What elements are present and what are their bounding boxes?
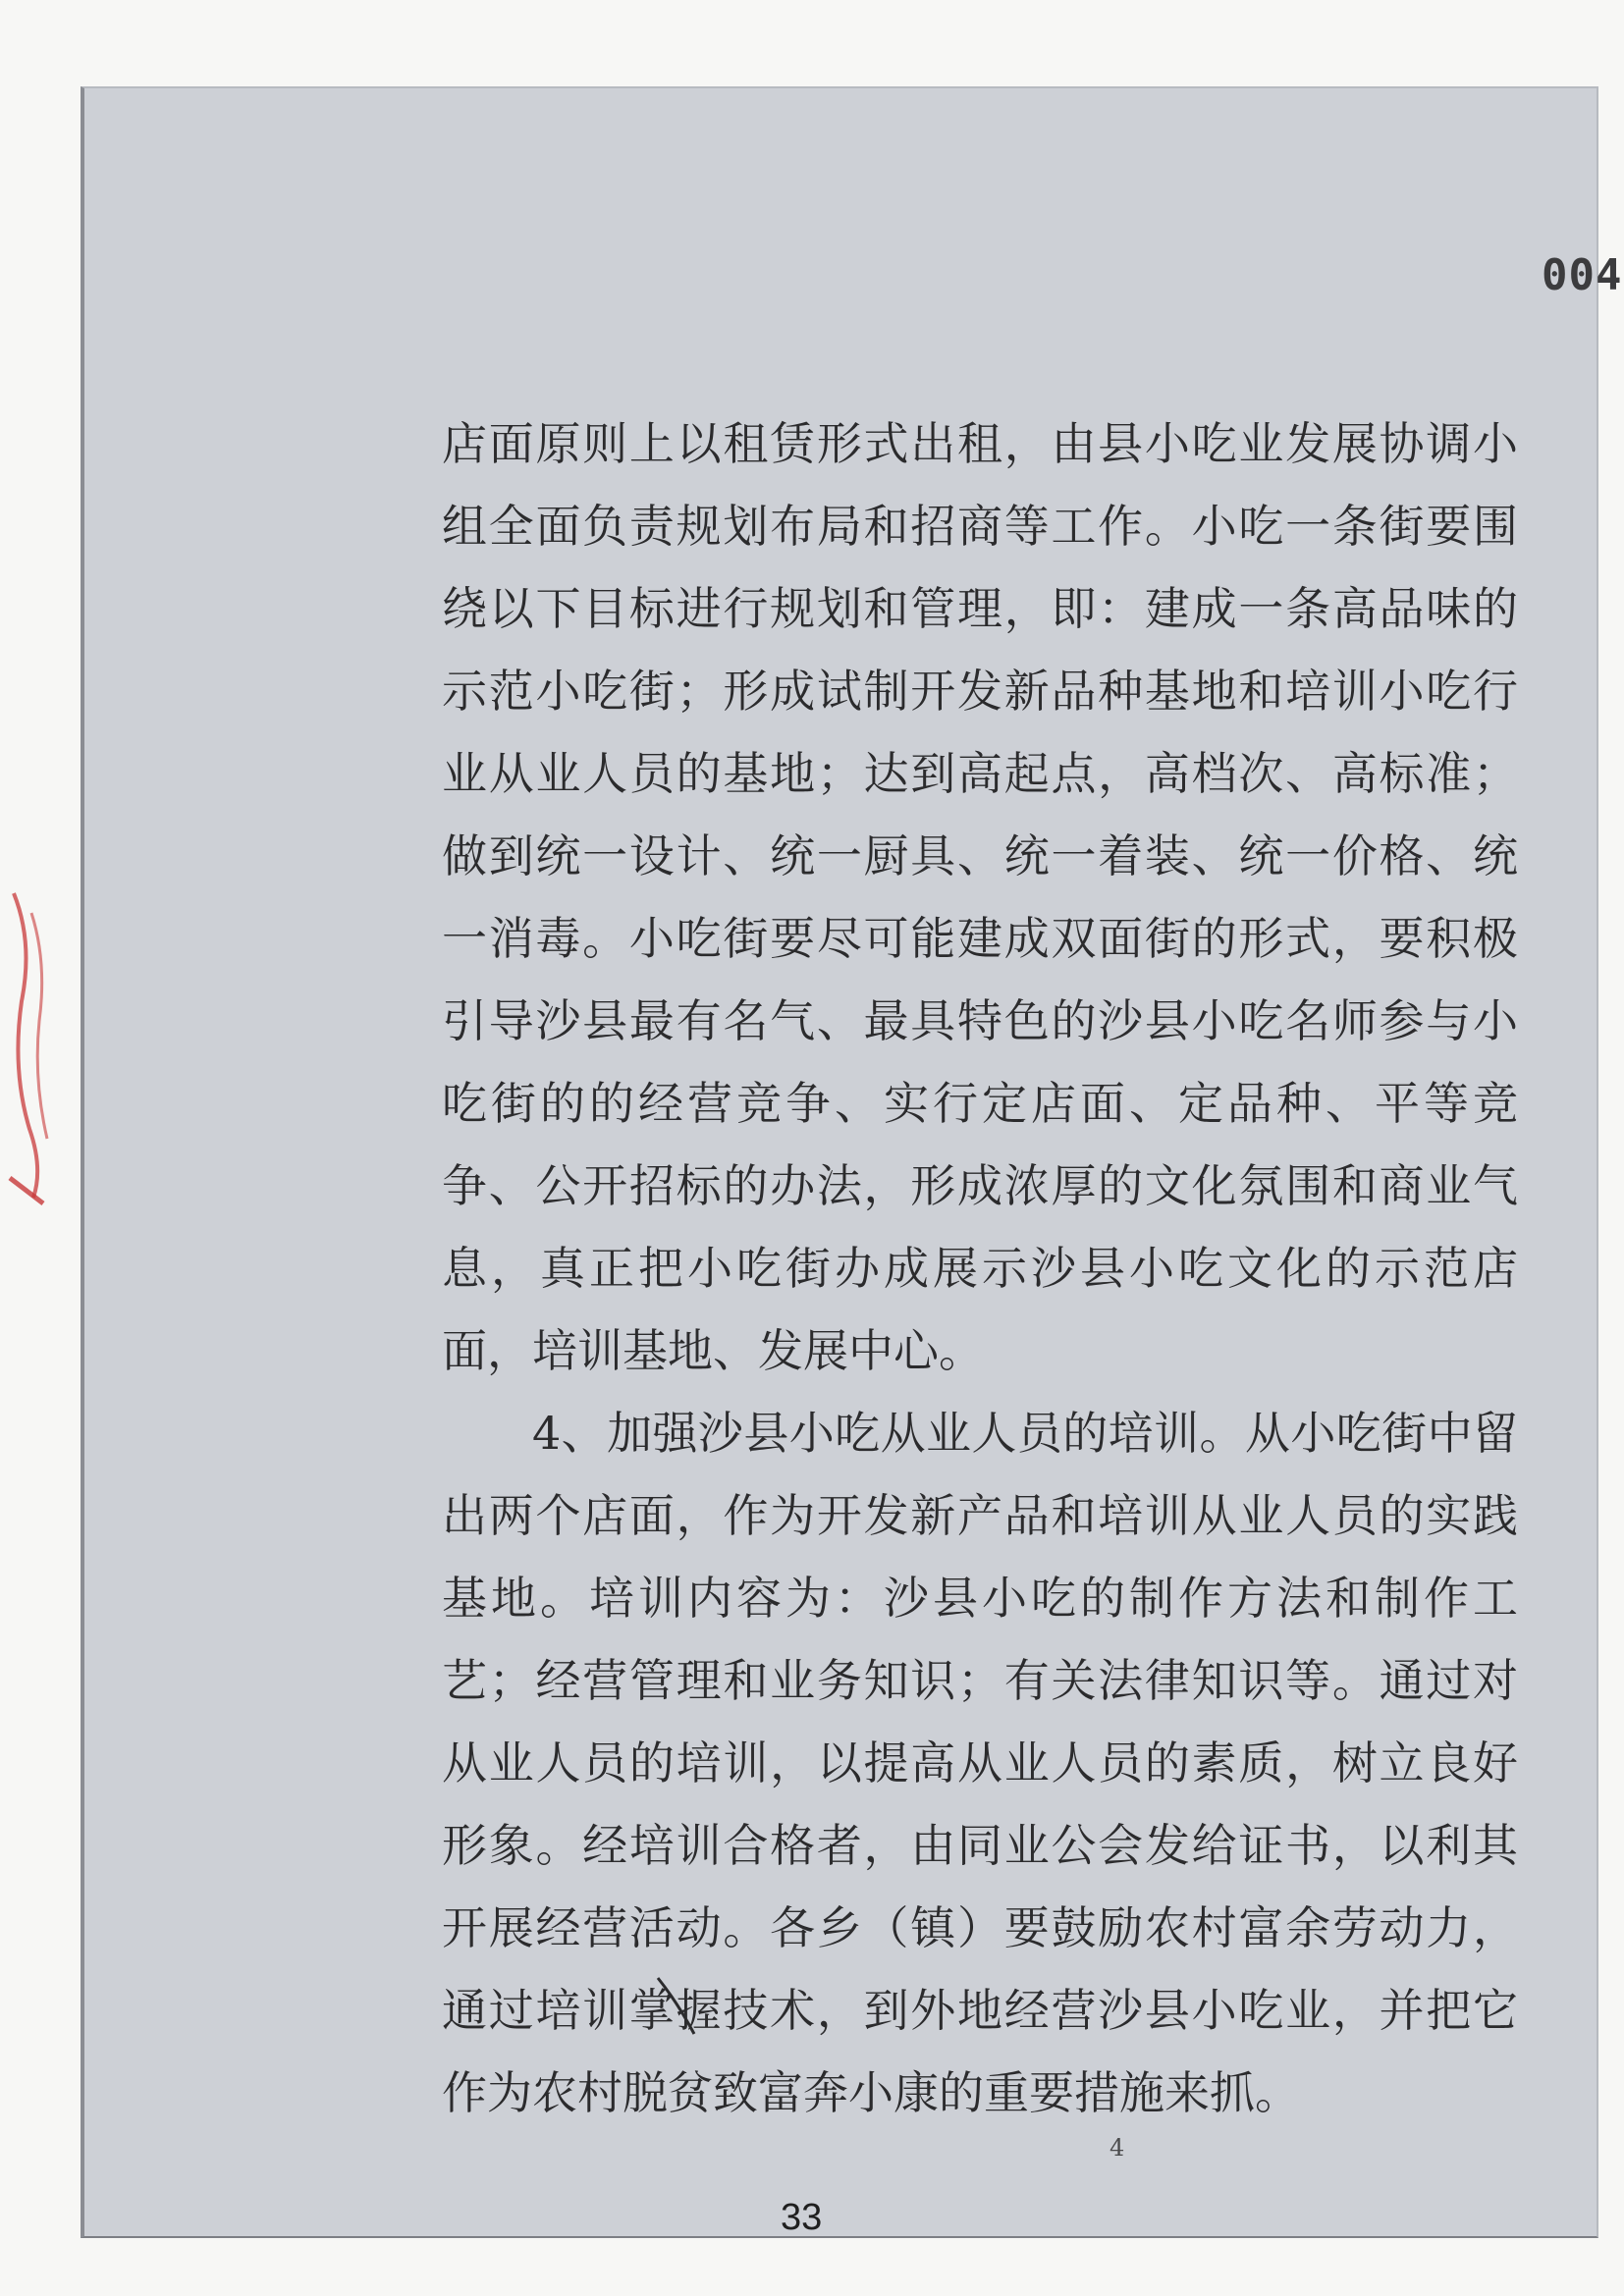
scanned-page: [81, 86, 1623, 2238]
body-text: [442, 402, 1518, 2134]
scan-page-number: 33: [781, 2197, 823, 2238]
folio-number: 4: [1110, 2134, 1125, 2162]
paragraph-2: 4、加强沙县小吃从业人员的培训。从小吃街中留出两个店面，作为开发新产品和培训从业人员的实践基地。培训内容为：沙县小吃的制作方法和制作工艺；经营管理和业务知识；有关法律知识等。通过对从业人员的培训，以提高从业人员的素质，树立良好形象。经培训合格者，由同业公会发给证书，以利其开展经营活动。各乡（镇）要鼓励农村富余劳动力，通过培训掌握技术，到外地经营沙县小吃业，并把它作为农村脱贫致富奔小康的重要措施来抓。: [442, 1407, 1518, 2119]
pen-stroke-mark: [653, 1973, 712, 2042]
paragraph-1: 店面原则上以租赁形式出租，由县小吃业发展协调小组全面负责规划布局和招商等工作。小吃一条街要围绕以下目标进行规划和管理，即：建成一条高品味的示范小吃街；形成试制开发新品种基地和培训小吃行业从业人员的基地；达到高起点，高档次、高标准；做到统一设计、统一厨具、统一着装、统一价格、统一消毒。小吃街要尽可能建成双面街的形式，要积极引导沙县最有名气、最具特色的沙县小吃名师参与小吃街的的经营竞争、实行定店面、定品种、平等竞争、公开招标的办法，形成浓厚的文化氛围和商业气息，真正把小吃街办成展示沙县小吃文化的示范店面，培训基地、发展中心。: [442, 417, 1518, 1377]
serial-number: 004: [1542, 250, 1623, 300]
seal-stamp-fragment: [4, 883, 63, 1207]
